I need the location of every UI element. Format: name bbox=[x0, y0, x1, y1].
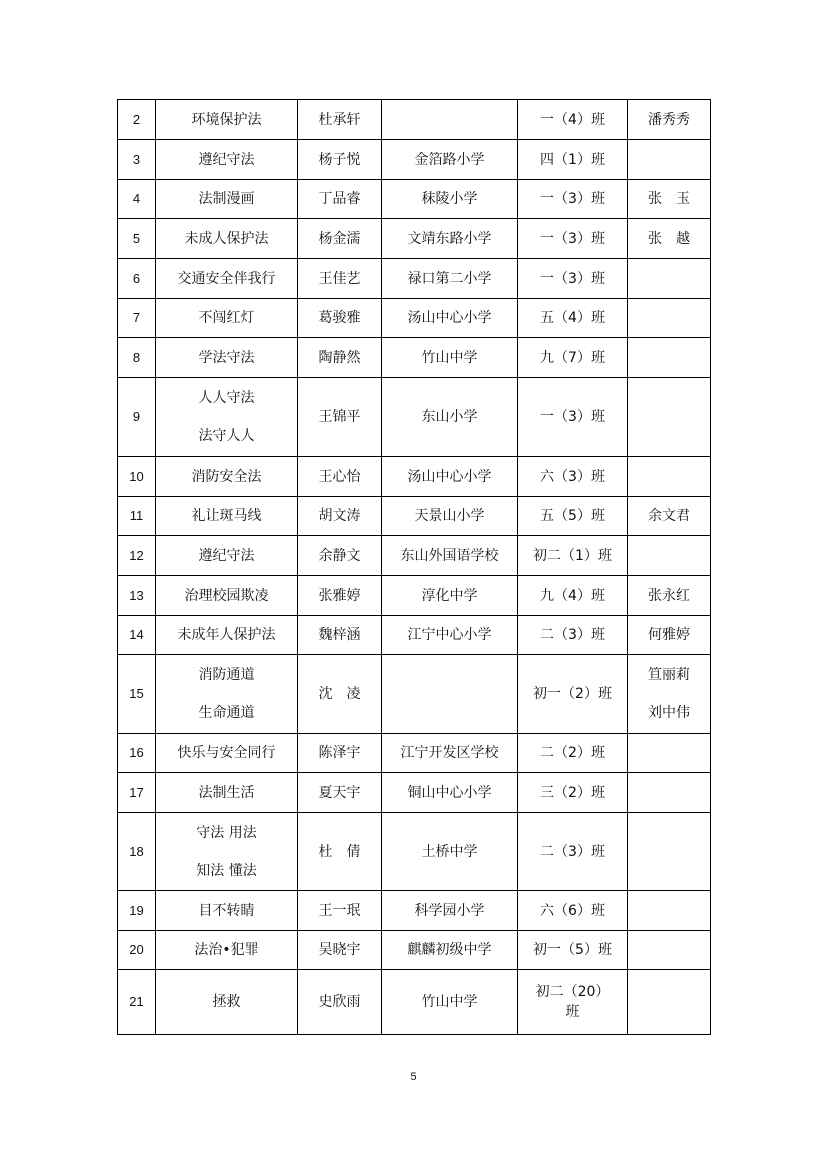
class-name-cell bbox=[518, 655, 628, 734]
student-name: 杜 倩 bbox=[318, 843, 361, 860]
class-name: 一（3）班 bbox=[540, 270, 605, 287]
work-title: 法守人人 bbox=[198, 428, 255, 444]
work-title: 人人守法 bbox=[198, 390, 255, 406]
class-name: 一（3）班 bbox=[540, 230, 605, 247]
student-name-cell bbox=[298, 338, 382, 378]
school-name-cell bbox=[382, 140, 518, 180]
student-name: 胡文涛 bbox=[318, 508, 361, 524]
work-title: 守法 用法 bbox=[196, 824, 257, 841]
table-row bbox=[118, 891, 711, 931]
table-row bbox=[118, 219, 711, 259]
school-name: 金箔路小学 bbox=[414, 151, 485, 168]
table-row bbox=[118, 734, 711, 773]
row-number-cell bbox=[118, 299, 156, 338]
school-name: 秣陵小学 bbox=[421, 191, 478, 207]
work-title-cell bbox=[156, 140, 298, 180]
student-name: 王心怡 bbox=[318, 468, 361, 485]
student-name-cell bbox=[298, 931, 382, 970]
school-name: 汤山中心小学 bbox=[407, 468, 492, 485]
student-name-cell bbox=[298, 813, 382, 891]
teacher-name: 张 玉 bbox=[648, 191, 690, 207]
student-name-cell bbox=[298, 100, 382, 140]
student-name: 丁品睿 bbox=[318, 191, 361, 207]
student-name: 王一珉 bbox=[318, 902, 361, 919]
school-name-cell bbox=[382, 299, 518, 338]
row-number: 9 bbox=[132, 409, 141, 424]
work-title-cell bbox=[156, 497, 298, 536]
school-name-cell bbox=[382, 655, 518, 734]
student-name-cell bbox=[298, 734, 382, 773]
school-name-cell bbox=[382, 497, 518, 536]
class-name: 初一（2）班 bbox=[533, 686, 612, 702]
school-name-cell bbox=[382, 970, 518, 1035]
row-number: 15 bbox=[129, 686, 144, 701]
row-number: 5 bbox=[132, 230, 141, 246]
work-title-cell bbox=[156, 536, 298, 576]
row-number: 14 bbox=[129, 627, 144, 642]
work-title: 环境保护法 bbox=[191, 111, 262, 128]
table-row bbox=[118, 299, 711, 338]
work-title: 知法 懂法 bbox=[196, 862, 257, 879]
table-row bbox=[118, 576, 711, 616]
school-name: 土桥中学 bbox=[421, 843, 478, 860]
teacher-name-cell bbox=[628, 970, 711, 1035]
teacher-name-cell bbox=[628, 100, 711, 140]
class-name: 九（4）班 bbox=[540, 587, 605, 604]
row-number-cell bbox=[118, 813, 156, 891]
row-number-cell bbox=[118, 378, 156, 457]
student-name: 陶静然 bbox=[318, 349, 361, 366]
work-title-cell bbox=[156, 734, 298, 773]
school-name: 铜山中心小学 bbox=[407, 784, 492, 801]
work-title-cell bbox=[156, 970, 298, 1035]
teacher-name: 张 越 bbox=[648, 230, 690, 247]
class-name-cell bbox=[518, 813, 628, 891]
table-row bbox=[118, 378, 711, 457]
school-name-cell bbox=[382, 219, 518, 259]
class-name-cell bbox=[518, 931, 628, 970]
teacher-name-cell bbox=[628, 299, 711, 338]
work-title: 法制生活 bbox=[198, 784, 255, 801]
class-name: 五（5）班 bbox=[540, 508, 605, 524]
class-name-cell bbox=[518, 576, 628, 616]
school-name-cell bbox=[382, 338, 518, 378]
student-name: 张雅婷 bbox=[318, 587, 361, 604]
student-name-cell bbox=[298, 497, 382, 536]
school-name-cell bbox=[382, 616, 518, 655]
row-number: 8 bbox=[132, 349, 141, 365]
school-name-cell bbox=[382, 378, 518, 457]
row-number-cell bbox=[118, 970, 156, 1035]
row-number-cell bbox=[118, 457, 156, 497]
table-row bbox=[118, 259, 711, 299]
work-title: 生命通道 bbox=[198, 705, 255, 721]
school-name: 东山外国语学校 bbox=[400, 547, 499, 564]
work-title: 目不转睛 bbox=[198, 902, 255, 919]
class-name: 初二（20） bbox=[535, 984, 610, 1000]
teacher-name-cell bbox=[628, 813, 711, 891]
class-name: 二（3）班 bbox=[540, 627, 605, 643]
teacher-name-cell bbox=[628, 655, 711, 734]
work-title: 学法守法 bbox=[198, 349, 255, 366]
work-title-cell bbox=[156, 813, 298, 891]
row-number-cell bbox=[118, 536, 156, 576]
student-name-cell bbox=[298, 299, 382, 338]
student-name: 王佳艺 bbox=[318, 270, 361, 287]
work-title-cell bbox=[156, 655, 298, 734]
table-row bbox=[118, 813, 711, 891]
school-name-cell bbox=[382, 180, 518, 219]
school-name-cell bbox=[382, 259, 518, 299]
teacher-name-cell bbox=[628, 457, 711, 497]
work-title-cell bbox=[156, 378, 298, 457]
row-number: 19 bbox=[129, 902, 144, 918]
row-number-cell bbox=[118, 931, 156, 970]
class-name: 四（1）班 bbox=[540, 151, 605, 168]
row-number: 20 bbox=[129, 942, 144, 957]
teacher-name-cell bbox=[628, 140, 711, 180]
work-title: 遵纪守法 bbox=[198, 547, 255, 564]
work-title-cell bbox=[156, 931, 298, 970]
student-name-cell bbox=[298, 891, 382, 931]
teacher-name: 笪丽莉 bbox=[648, 667, 690, 683]
row-number: 10 bbox=[129, 468, 144, 484]
student-name-cell bbox=[298, 219, 382, 259]
class-name-cell bbox=[518, 140, 628, 180]
school-name: 天景山小学 bbox=[414, 508, 485, 524]
work-title-cell bbox=[156, 616, 298, 655]
student-name: 余静文 bbox=[318, 547, 361, 564]
school-name-cell bbox=[382, 891, 518, 931]
class-name-cell bbox=[518, 891, 628, 931]
student-name-cell bbox=[298, 773, 382, 813]
row-number: 7 bbox=[132, 310, 141, 325]
work-title-cell bbox=[156, 259, 298, 299]
school-name: 江宁开发区学校 bbox=[400, 745, 499, 761]
student-name-cell bbox=[298, 180, 382, 219]
class-name: 班 bbox=[565, 1004, 580, 1020]
school-name-cell bbox=[382, 773, 518, 813]
class-name-cell bbox=[518, 497, 628, 536]
school-name: 文靖东路小学 bbox=[407, 230, 492, 247]
class-name: 一（3）班 bbox=[540, 191, 605, 207]
row-number-cell bbox=[118, 734, 156, 773]
row-number-cell bbox=[118, 497, 156, 536]
table-row bbox=[118, 616, 711, 655]
row-number-cell bbox=[118, 655, 156, 734]
student-name: 王锦平 bbox=[318, 409, 361, 425]
work-title-cell bbox=[156, 100, 298, 140]
row-number: 12 bbox=[129, 547, 144, 563]
table-row bbox=[118, 970, 711, 1035]
school-name-cell bbox=[382, 576, 518, 616]
teacher-name-cell bbox=[628, 616, 711, 655]
page-number: 5 bbox=[410, 1071, 417, 1083]
row-number-cell bbox=[118, 773, 156, 813]
teacher-name-cell bbox=[628, 773, 711, 813]
work-title-cell bbox=[156, 457, 298, 497]
class-name: 六（6）班 bbox=[540, 902, 605, 919]
teacher-name-cell bbox=[628, 734, 711, 773]
work-title-cell bbox=[156, 338, 298, 378]
work-title: 治理校园欺凌 bbox=[184, 587, 269, 604]
class-name: 五（4）班 bbox=[540, 310, 605, 326]
class-name-cell bbox=[518, 970, 628, 1035]
row-number: 16 bbox=[129, 745, 144, 760]
table-row bbox=[118, 180, 711, 219]
teacher-name-cell bbox=[628, 259, 711, 299]
class-name-cell bbox=[518, 457, 628, 497]
teacher-name-cell bbox=[628, 378, 711, 457]
student-name-cell bbox=[298, 970, 382, 1035]
school-name: 江宁中心小学 bbox=[407, 627, 492, 643]
teacher-name-cell bbox=[628, 180, 711, 219]
award-table-body bbox=[118, 100, 711, 1035]
class-name: 二（2）班 bbox=[540, 745, 605, 761]
work-title: 法治•犯罪 bbox=[194, 942, 259, 958]
teacher-name: 张永红 bbox=[648, 587, 690, 604]
teacher-name-cell bbox=[628, 338, 711, 378]
teacher-name-cell bbox=[628, 219, 711, 259]
work-title-cell bbox=[156, 299, 298, 338]
class-name-cell bbox=[518, 773, 628, 813]
row-number: 21 bbox=[129, 994, 144, 1009]
table-row bbox=[118, 773, 711, 813]
student-name: 葛骏雅 bbox=[318, 310, 361, 326]
class-name-cell bbox=[518, 338, 628, 378]
table-row bbox=[118, 457, 711, 497]
class-name-cell bbox=[518, 219, 628, 259]
work-title-cell bbox=[156, 773, 298, 813]
row-number-cell bbox=[118, 180, 156, 219]
school-name: 东山小学 bbox=[421, 409, 478, 425]
table-row bbox=[118, 536, 711, 576]
row-number-cell bbox=[118, 338, 156, 378]
work-title: 快乐与安全同行 bbox=[177, 745, 276, 761]
work-title-cell bbox=[156, 219, 298, 259]
class-name-cell bbox=[518, 259, 628, 299]
table-row bbox=[118, 338, 711, 378]
class-name-cell bbox=[518, 100, 628, 140]
work-title: 交通安全伴我行 bbox=[177, 270, 276, 287]
work-title: 消防安全法 bbox=[191, 468, 262, 485]
work-title: 未成年人保护法 bbox=[177, 627, 276, 643]
row-number: 6 bbox=[132, 270, 141, 286]
class-name-cell bbox=[518, 299, 628, 338]
student-name: 陈泽宇 bbox=[318, 745, 361, 761]
row-number-cell bbox=[118, 891, 156, 931]
student-name-cell bbox=[298, 140, 382, 180]
work-title: 消防通道 bbox=[198, 667, 255, 683]
row-number-cell bbox=[118, 616, 156, 655]
class-name-cell bbox=[518, 536, 628, 576]
row-number: 18 bbox=[129, 843, 144, 859]
student-name-cell bbox=[298, 536, 382, 576]
table-row bbox=[118, 100, 711, 140]
student-name: 吴晓宇 bbox=[318, 942, 361, 958]
table-row bbox=[118, 931, 711, 970]
class-name: 初一（5）班 bbox=[533, 942, 612, 958]
class-name: 初二（1）班 bbox=[533, 547, 612, 564]
student-name: 沈 凌 bbox=[318, 686, 361, 702]
work-title-cell bbox=[156, 891, 298, 931]
student-name-cell bbox=[298, 576, 382, 616]
school-name: 淳化中学 bbox=[421, 587, 478, 604]
school-name-cell bbox=[382, 536, 518, 576]
table-row bbox=[118, 655, 711, 734]
class-name-cell bbox=[518, 180, 628, 219]
row-number-cell bbox=[118, 100, 156, 140]
class-name-cell bbox=[518, 734, 628, 773]
row-number: 17 bbox=[129, 784, 144, 800]
work-title: 遵纪守法 bbox=[198, 151, 255, 168]
school-name: 科学园小学 bbox=[414, 902, 485, 919]
student-name-cell bbox=[298, 378, 382, 457]
class-name: 三（2）班 bbox=[540, 784, 605, 801]
row-number-cell bbox=[118, 140, 156, 180]
teacher-name: 潘秀秀 bbox=[648, 111, 690, 128]
student-name: 史欣雨 bbox=[318, 994, 361, 1010]
class-name: 一（4）班 bbox=[540, 111, 605, 128]
student-name-cell bbox=[298, 457, 382, 497]
class-name-cell bbox=[518, 378, 628, 457]
teacher-name: 何雅婷 bbox=[648, 627, 690, 643]
teacher-name-cell bbox=[628, 891, 711, 931]
row-number: 11 bbox=[129, 508, 144, 523]
work-title-cell bbox=[156, 576, 298, 616]
work-title: 不闯红灯 bbox=[198, 310, 255, 326]
work-title: 法制漫画 bbox=[198, 191, 255, 207]
student-name-cell bbox=[298, 655, 382, 734]
teacher-name: 刘中伟 bbox=[648, 705, 690, 721]
school-name-cell bbox=[382, 813, 518, 891]
class-name: 一（3）班 bbox=[540, 409, 605, 425]
student-name: 杨子悦 bbox=[318, 151, 361, 168]
school-name-cell bbox=[382, 931, 518, 970]
row-number: 13 bbox=[129, 587, 144, 603]
award-table bbox=[117, 99, 711, 1035]
student-name: 杨金濡 bbox=[318, 230, 361, 247]
class-name-cell bbox=[518, 616, 628, 655]
class-name: 六（3）班 bbox=[540, 468, 605, 485]
row-number: 3 bbox=[132, 151, 141, 167]
school-name-cell bbox=[382, 100, 518, 140]
teacher-name-cell bbox=[628, 576, 711, 616]
school-name: 汤山中心小学 bbox=[407, 310, 492, 326]
student-name-cell bbox=[298, 616, 382, 655]
school-name-cell bbox=[382, 734, 518, 773]
table-row bbox=[118, 497, 711, 536]
row-number: 4 bbox=[132, 191, 141, 206]
row-number-cell bbox=[118, 259, 156, 299]
student-name: 夏天宇 bbox=[318, 784, 361, 801]
teacher-name-cell bbox=[628, 931, 711, 970]
school-name: 麒麟初级中学 bbox=[407, 942, 492, 958]
work-title-cell bbox=[156, 180, 298, 219]
class-name: 九（7）班 bbox=[540, 349, 605, 366]
teacher-name: 余文君 bbox=[648, 508, 690, 524]
school-name: 禄口第二小学 bbox=[407, 270, 492, 287]
school-name: 竹山中学 bbox=[421, 349, 478, 366]
row-number: 2 bbox=[132, 111, 141, 127]
student-name: 杜承轩 bbox=[318, 111, 361, 128]
school-name: 竹山中学 bbox=[421, 994, 478, 1010]
table-row bbox=[118, 140, 711, 180]
row-number-cell bbox=[118, 219, 156, 259]
row-number-cell bbox=[118, 576, 156, 616]
student-name-cell bbox=[298, 259, 382, 299]
school-name-cell bbox=[382, 457, 518, 497]
work-title: 拯救 bbox=[212, 994, 241, 1010]
work-title: 礼让斑马线 bbox=[191, 508, 262, 524]
teacher-name-cell bbox=[628, 536, 711, 576]
teacher-name-cell bbox=[628, 497, 711, 536]
class-name: 二（3）班 bbox=[540, 843, 605, 860]
work-title: 未成人保护法 bbox=[184, 230, 269, 247]
student-name: 魏梓涵 bbox=[318, 627, 361, 643]
